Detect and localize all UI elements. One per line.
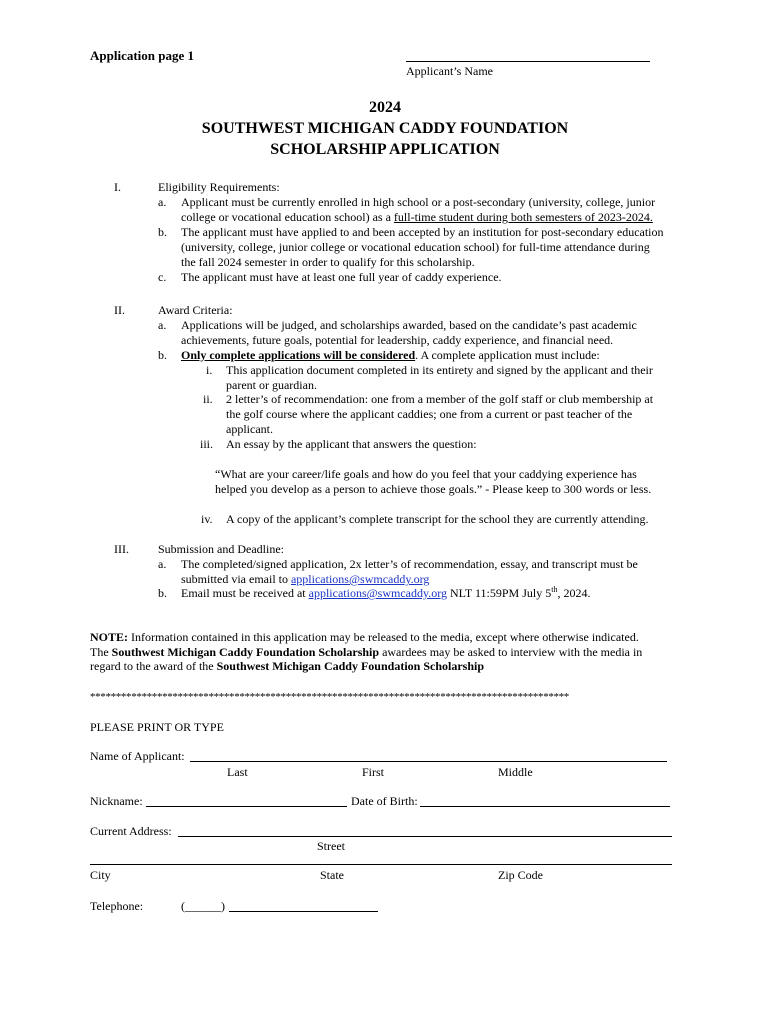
dob-field[interactable] [420, 806, 670, 807]
city-state-zip-field[interactable] [90, 864, 672, 865]
name-first-caption: First [362, 765, 385, 779]
title-doc: SCHOLARSHIP APPLICATION [270, 141, 500, 158]
section3-heading: Submission and Deadline: [158, 542, 284, 556]
phone-number-field[interactable] [229, 911, 378, 912]
section2-num: II. [114, 303, 125, 317]
note-line2-pre: The [90, 645, 112, 659]
s2-b-line [181, 348, 600, 363]
s2-ii-marker: ii. [203, 392, 213, 406]
zip-caption: Zip Code [498, 868, 543, 882]
name-field[interactable] [190, 761, 667, 762]
s1-b-line2: (university, college, junior college or vocational education school) for full-time attendance during [181, 240, 650, 254]
s1-a-line1: Applicant must be currently enrolled in high school or a post-secondary (university, college, junior [181, 195, 656, 209]
s2-iv-line1: A copy of the applicant’s complete transcript for the school they are currently attending. [226, 512, 649, 526]
section1-heading: Eligibility Requirements: [158, 180, 280, 194]
s2-ii-line2: the golf course where the applicant caddies; one from a current or past teacher of the [226, 407, 633, 421]
state-caption: State [320, 868, 344, 882]
note-line2 [90, 645, 642, 660]
name-middle-caption: Middle [498, 765, 533, 779]
section2-heading: Award Criteria: [158, 303, 233, 317]
nickname-field[interactable] [146, 806, 347, 807]
email-link-2[interactable]: applications@swmcaddy.org [308, 586, 447, 600]
note-line3-pre: regard to the award of the [90, 659, 217, 673]
s2-b-rest: . A complete application must include: [415, 348, 600, 362]
s3-a-line2-text: submitted via email to [181, 572, 291, 586]
s3-b-end: , 2024. [557, 586, 591, 600]
s3-b-post: NLT 11:59PM July 5 [446, 586, 552, 600]
s2-b-marker: b. [158, 348, 167, 362]
city-caption: City [90, 868, 111, 882]
street-field[interactable] [178, 836, 672, 837]
s2-a-line2: achievements, future goals, potential for leadership, caddy experience, and financial need. [181, 333, 614, 347]
email-link[interactable]: applications@swmcaddy.org [290, 572, 430, 586]
applicant-name-label: Applicant’s Name [406, 64, 493, 78]
address-label: Current Address: [90, 824, 172, 838]
s3-a-line2 [181, 572, 429, 587]
s3-b-marker: b. [158, 586, 167, 600]
dob-label: Date of Birth: [351, 794, 418, 808]
s2-b-bold: Only complete applications will be considered [181, 348, 416, 362]
s2-i-marker: i. [206, 363, 213, 377]
s1-c-line1: The applicant must have at least one full year of caddy experience. [181, 270, 502, 284]
note-line1 [90, 630, 639, 645]
s2-iv-marker: iv. [201, 512, 213, 526]
s2-iii-marker: iii. [200, 437, 214, 451]
s1-b-line1: The applicant must have applied to and been accepted by an institution for post-secondary education [181, 225, 664, 239]
s2-ii-line3: applicant. [226, 422, 273, 436]
phone-area-code[interactable]: (______) [181, 899, 225, 913]
s2-a-line1: Applications will be judged, and scholarships awarded, based on the candidate’s past academic [181, 318, 637, 332]
s3-a-marker: a. [158, 557, 167, 571]
form-instruction: PLEASE PRINT OR TYPE [90, 720, 224, 734]
name-last-caption: Last [227, 765, 248, 779]
s1-a-line2-underlined: full-time student during both semesters of 2023-2024. [393, 210, 653, 224]
section3-num: III. [114, 542, 129, 556]
note-label: NOTE: [90, 630, 129, 644]
applicant-name-line[interactable] [406, 61, 650, 62]
title-org: SOUTHWEST MICHIGAN CADDY FOUNDATION [201, 120, 569, 137]
note-line1-text: Information contained in this application may be released to the media, except where otherwise indicated. [128, 630, 639, 644]
s1-b-line3: the fall 2024 semester in order to qualify for this scholarship. [181, 255, 475, 269]
s3-b-sup: th [551, 585, 558, 594]
s2-i-line2: parent or guardian. [226, 378, 317, 392]
s1-a-marker: a. [158, 195, 167, 209]
nickname-label: Nickname: [90, 794, 143, 808]
s3-a-line1: The completed/signed application, 2x letter’s of recommendation, essay, and transcript must be [181, 557, 638, 571]
note-line2-bold: Southwest Michigan Caddy Foundation Scholarship [111, 645, 380, 659]
essay-question-line2: helped you develop as a person to achieve those goals.” - Please keep to 300 words or less. [215, 482, 652, 496]
note-line2-post: awardees may be asked to interview with the media in [379, 645, 643, 659]
s3-b-line [181, 586, 590, 601]
asterisk-separator: ********************************************************************************************* [90, 691, 569, 703]
s1-a-line2-text: college or vocational education school) as a [181, 210, 394, 224]
telephone-label: Telephone: [90, 899, 144, 913]
s2-ii-line1: 2 letter’s of recommendation: one from a member of the golf staff or club membership at [226, 392, 654, 406]
essay-question-line1: “What are your career/life goals and how do you feel that your caddying experience has [215, 467, 637, 481]
s2-i-line1: This application document completed in its entirety and signed by the applicant and their [226, 363, 653, 377]
note-line3-bold: Southwest Michigan Caddy Foundation Scholarship [216, 659, 485, 673]
section1-num: I. [114, 180, 121, 194]
s1-b-marker: b. [158, 225, 167, 239]
page-label: Application page 1 [90, 48, 195, 63]
name-label: Name of Applicant: [90, 749, 185, 763]
s3-b-pre: Email must be received at [181, 586, 309, 600]
s1-a-line2 [181, 210, 653, 225]
title-year: 2024 [369, 99, 401, 116]
street-caption: Street [317, 839, 345, 853]
s1-c-marker: c. [158, 270, 167, 284]
note-line3 [90, 659, 484, 674]
s2-iii-line1: An essay by the applicant that answers the question: [226, 437, 477, 451]
s2-a-marker: a. [158, 318, 167, 332]
